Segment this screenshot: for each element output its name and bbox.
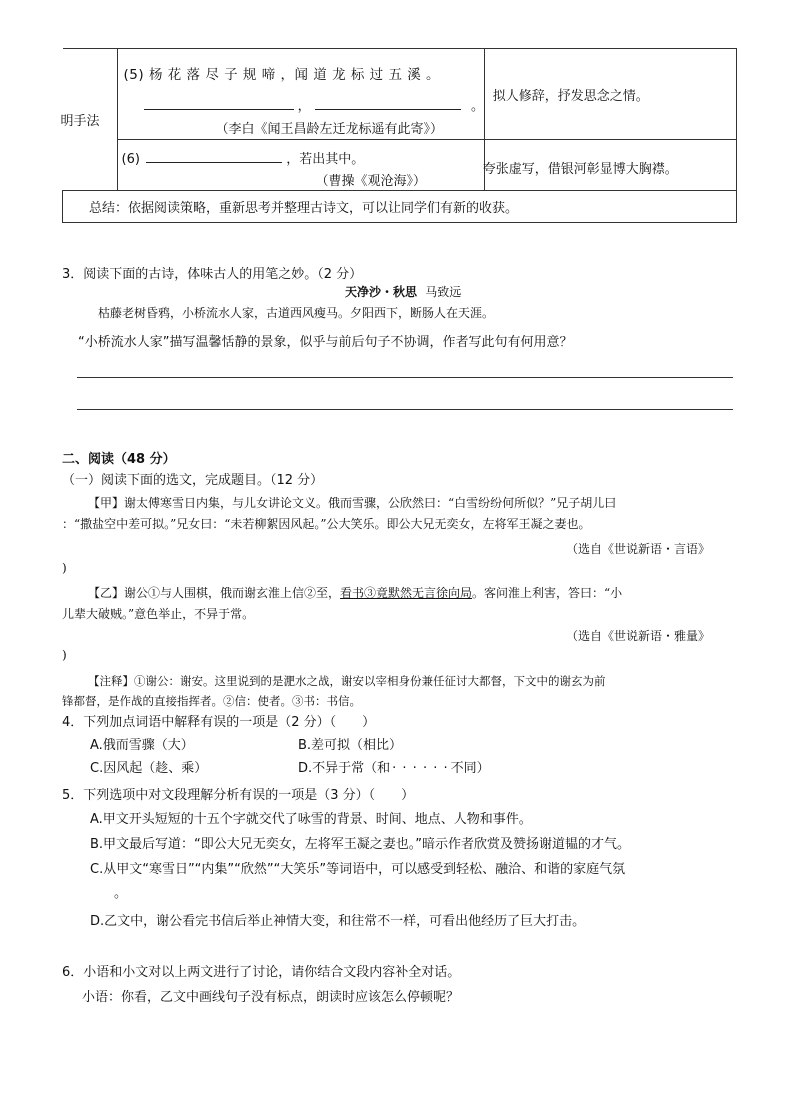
row5-period: 。 — [470, 99, 484, 114]
row6-prompt-num: (6) — [121, 152, 140, 167]
row5-blank-1[interactable] — [144, 96, 294, 110]
q5-option-d[interactable]: D.乙文中，谢公看完书信后举止神情大变，和往常不一样，可看出他经历了巨大打击。 — [90, 914, 586, 929]
row5-note-cell — [484, 49, 736, 140]
section2-part1: （一）阅读下面的选文，完成题目。（12 分） — [62, 473, 324, 488]
q5-option-b[interactable]: B.甲文最后写道：“即公大兄无奕女，左将军王凝之妻也。”暗示作者欣赏及赞扬谢道韫的才气。 — [90, 837, 631, 852]
row5-note: 拟人修辞，抒发思念之情。 — [492, 89, 649, 104]
poem-author: 马致远 — [425, 285, 462, 299]
row5-prompt-cell — [117, 49, 484, 140]
passage-yi-underlined: 看书③竟默然无言徐向局 — [340, 586, 473, 600]
q3-answer-line-2[interactable] — [77, 409, 733, 410]
passage-yi-source: （选自《世说新语・雅量》 — [566, 629, 711, 643]
q4-option-d-dots: · · · · · · — [392, 761, 449, 776]
row6-note-cell — [484, 140, 736, 191]
q3-answer-line-1[interactable] — [77, 377, 733, 378]
row5-blank-2[interactable] — [315, 96, 461, 110]
passage-yi-close: ) — [62, 648, 67, 662]
category-cell — [60, 49, 118, 191]
passage-jia-close: ) — [62, 561, 67, 575]
row5-comma: ， — [297, 99, 311, 114]
row6-prompt — [122, 148, 365, 167]
row5-source: （李白《闻王昌龄左迁龙标遥有此寄》） — [215, 122, 444, 137]
passage-yi-line1-a: 【乙】谢公①与人围棋，俄而谢玄淮上信②至， — [88, 586, 341, 600]
q5-option-c-cont: 。 — [114, 886, 128, 901]
poem-title-line — [345, 283, 461, 300]
q6-dialog: 小语：你看，乙文中画线句子没有标点，朗读时应该怎么停顿呢？ — [82, 990, 460, 1005]
section2-heading: 二、阅读（48 分） — [62, 452, 176, 467]
row6-blank[interactable] — [146, 149, 282, 163]
poem-title: 天净沙・秋思 — [345, 285, 418, 299]
q3-question: “小桥流水人家”描写温馨恬静的景象，似乎与前后句子不协调，作者写此句有何用意？ — [78, 335, 573, 350]
q4-option-a[interactable]: A.俄而雪骤（大） — [90, 738, 194, 753]
passage-jia-line1: 【甲】谢太傅寒雪日内集，与儿女讲论文义。俄而雪骤，公欣然曰：“白雪纷纷何所似？”兄子胡儿曰 — [88, 496, 617, 510]
row6-prompt-tail: ，若出其中。 — [286, 152, 365, 167]
q4-option-c[interactable]: C.因风起（趁、乘） — [90, 761, 208, 776]
q3-stem: 3．阅读下面的古诗，体味古人的用笔之妙。（2 分） — [62, 267, 363, 282]
q5-stem: 5．下列选项中对文段理解分析有误的一项是（3 分）（ ） — [62, 788, 415, 803]
q5-option-a[interactable]: A.甲文开头短短的十五个字就交代了咏雪的背景、时间、地点、人物和事件。 — [90, 812, 532, 827]
row6-note: 夸张虚写，借银河彰显博大胸襟。 — [482, 162, 678, 177]
passage-yi-line2: 儿辈大破贼。”意色举止，不异于常。 — [62, 607, 255, 621]
row5-prompt: (5) 杨 花 落 尽 子 规 啼 ，闻 道 龙 标 过 五 溪 。 — [123, 67, 441, 83]
category-label: 明手法 — [60, 114, 100, 129]
notes-line2: 锋都督，是作战的直接指挥者。②信：使者。③书：书信。 — [62, 694, 361, 708]
summary-cell — [63, 191, 737, 223]
q4-option-d-b: 不同） — [450, 761, 490, 776]
passage-jia-source: （选自《世说新语・言语》 — [566, 542, 711, 556]
summary-text: 总结：依据阅读策略，重新思考并整理古诗文，可以让同学们有新的收获。 — [89, 201, 519, 216]
q4-option-d[interactable] — [298, 757, 490, 776]
passage-jia-line2: ：“撒盐空中差可拟。”兄女曰：“未若柳絮因风起。”公大笑乐。即公大兄无奕女，左将军王凝之妻也。 — [62, 517, 591, 531]
notes-line1: 【注释】①谢公：谢安。这里说到的是淝水之战，谢安以宰相身份兼任征讨大都督，下文中的谢玄为前 — [88, 674, 606, 688]
q4-option-d-a: D.不异于常（和 — [298, 761, 391, 776]
poem-body: 枯藤老树昏鸦，小桥流水人家，古道西风瘦马。夕阳西下，断肠人在天涯。 — [98, 306, 495, 320]
row6-prompt-cell — [117, 140, 484, 191]
answer-table — [62, 48, 737, 223]
q4-option-b[interactable]: B.差可拟（相比） — [298, 738, 403, 753]
q6-stem: 6．小语和小文对以上两文进行了讨论，请你结合文段内容补全对话。 — [62, 965, 461, 980]
row6-source: （曹操《观沧海》） — [315, 174, 427, 189]
q4-stem: 4．下列加点词语中解释有误的一项是（2 分）（ ） — [62, 715, 376, 730]
row5-blanks — [144, 95, 484, 114]
passage-yi-line1 — [88, 584, 622, 601]
q5-option-c[interactable]: C.从甲文“寒雪日”“内集”“欣然”“大笑乐”等词语中，可以感受到轻松、融洽、和谐的家庭气氛 — [90, 862, 626, 877]
passage-yi-line1-b: 。客问淮上利害，答曰：“小 — [472, 586, 623, 600]
